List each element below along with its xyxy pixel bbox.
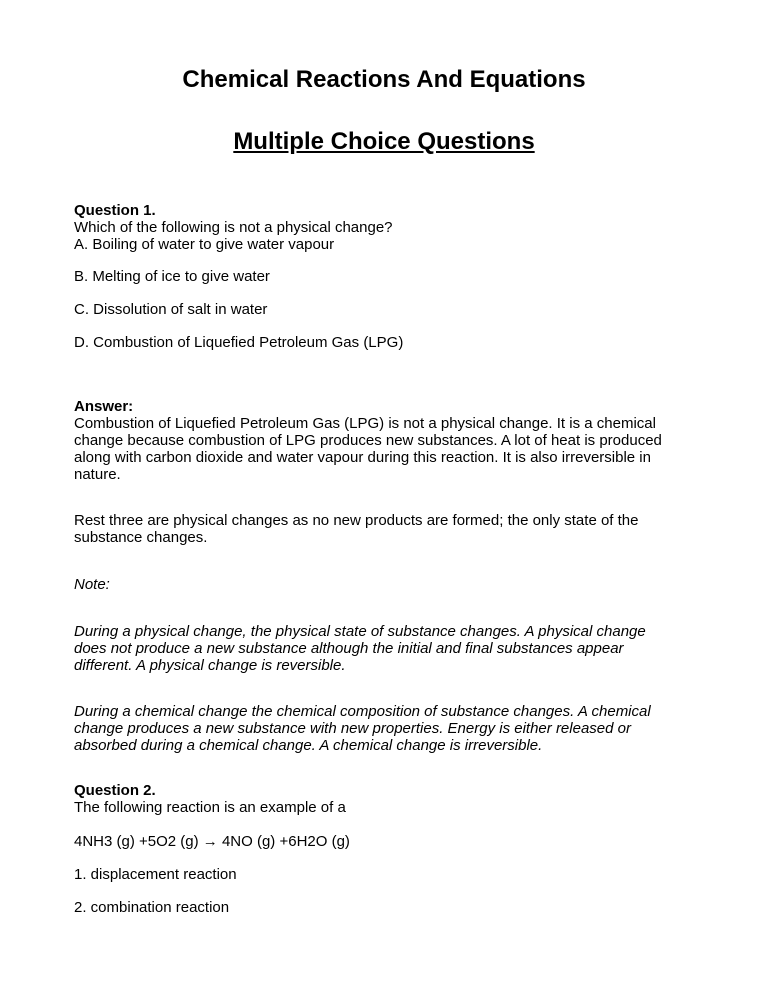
answer-line: Combustion of Liquefied Petroleum Gas (LPG) is not a physical change. It is a chemical — [74, 415, 656, 432]
question-1-block — [74, 202, 694, 253]
note-physical-line: does not produce a new substance although the initial and final substances appear — [74, 640, 624, 657]
question-2-block — [74, 782, 694, 816]
note-physical-line: During a physical change, the physical state of substance changes. A physical change — [74, 623, 646, 640]
answer-block — [74, 398, 694, 483]
question-1-option-b: B. Melting of ice to give water — [74, 268, 270, 285]
question-1-option-a: A. Boiling of water to give water vapour — [74, 236, 335, 253]
document-title: Chemical Reactions And Equations — [182, 66, 586, 93]
question-2-option-2: 2. combination reaction — [74, 899, 230, 916]
note-label: Note: — [74, 576, 110, 593]
rest-line: substance changes. — [74, 529, 208, 546]
note-chemical-line: change produces a new substance with new properties. Energy is either released or — [74, 720, 631, 737]
question-2-heading: Question 2. — [74, 782, 156, 799]
question-2-option-1: 1. displacement reaction — [74, 866, 237, 883]
answer-heading: Answer: — [74, 398, 134, 415]
question-1-heading: Question 1. — [74, 202, 156, 219]
question-1-prompt: Which of the following is not a physical change? — [74, 219, 393, 236]
answer-line: along with carbon dioxide and water vapour during this reaction. It is also irreversible in — [74, 449, 651, 466]
question-2-equation: 4NH3 (g) +5O2 (g) → 4NO (g) +6H2O (g) — [74, 833, 350, 850]
question-1-option-c: C. Dissolution of salt in water — [74, 301, 268, 318]
note-physical-line: different. A physical change is reversible. — [74, 657, 346, 674]
rest-paragraph — [74, 512, 694, 546]
answer-line: nature. — [74, 466, 121, 483]
note-chemical-line: absorbed during a chemical change. A chemical change is irreversible. — [74, 737, 543, 754]
note-chemical-paragraph — [74, 703, 694, 754]
question-1-option-d: D. Combustion of Liquefied Petroleum Gas (LPG) — [74, 334, 404, 351]
answer-line: change because combustion of LPG produces new substances. A lot of heat is produced — [74, 432, 662, 449]
note-physical-paragraph — [74, 623, 694, 674]
rest-line: Rest three are physical changes as no new products are formed; the only state of the — [74, 512, 639, 529]
question-2-prompt: The following reaction is an example of a — [74, 799, 346, 816]
document-subtitle: Multiple Choice Questions — [233, 128, 535, 155]
note-chemical-line: During a chemical change the chemical composition of substance changes. A chemical — [74, 703, 651, 720]
